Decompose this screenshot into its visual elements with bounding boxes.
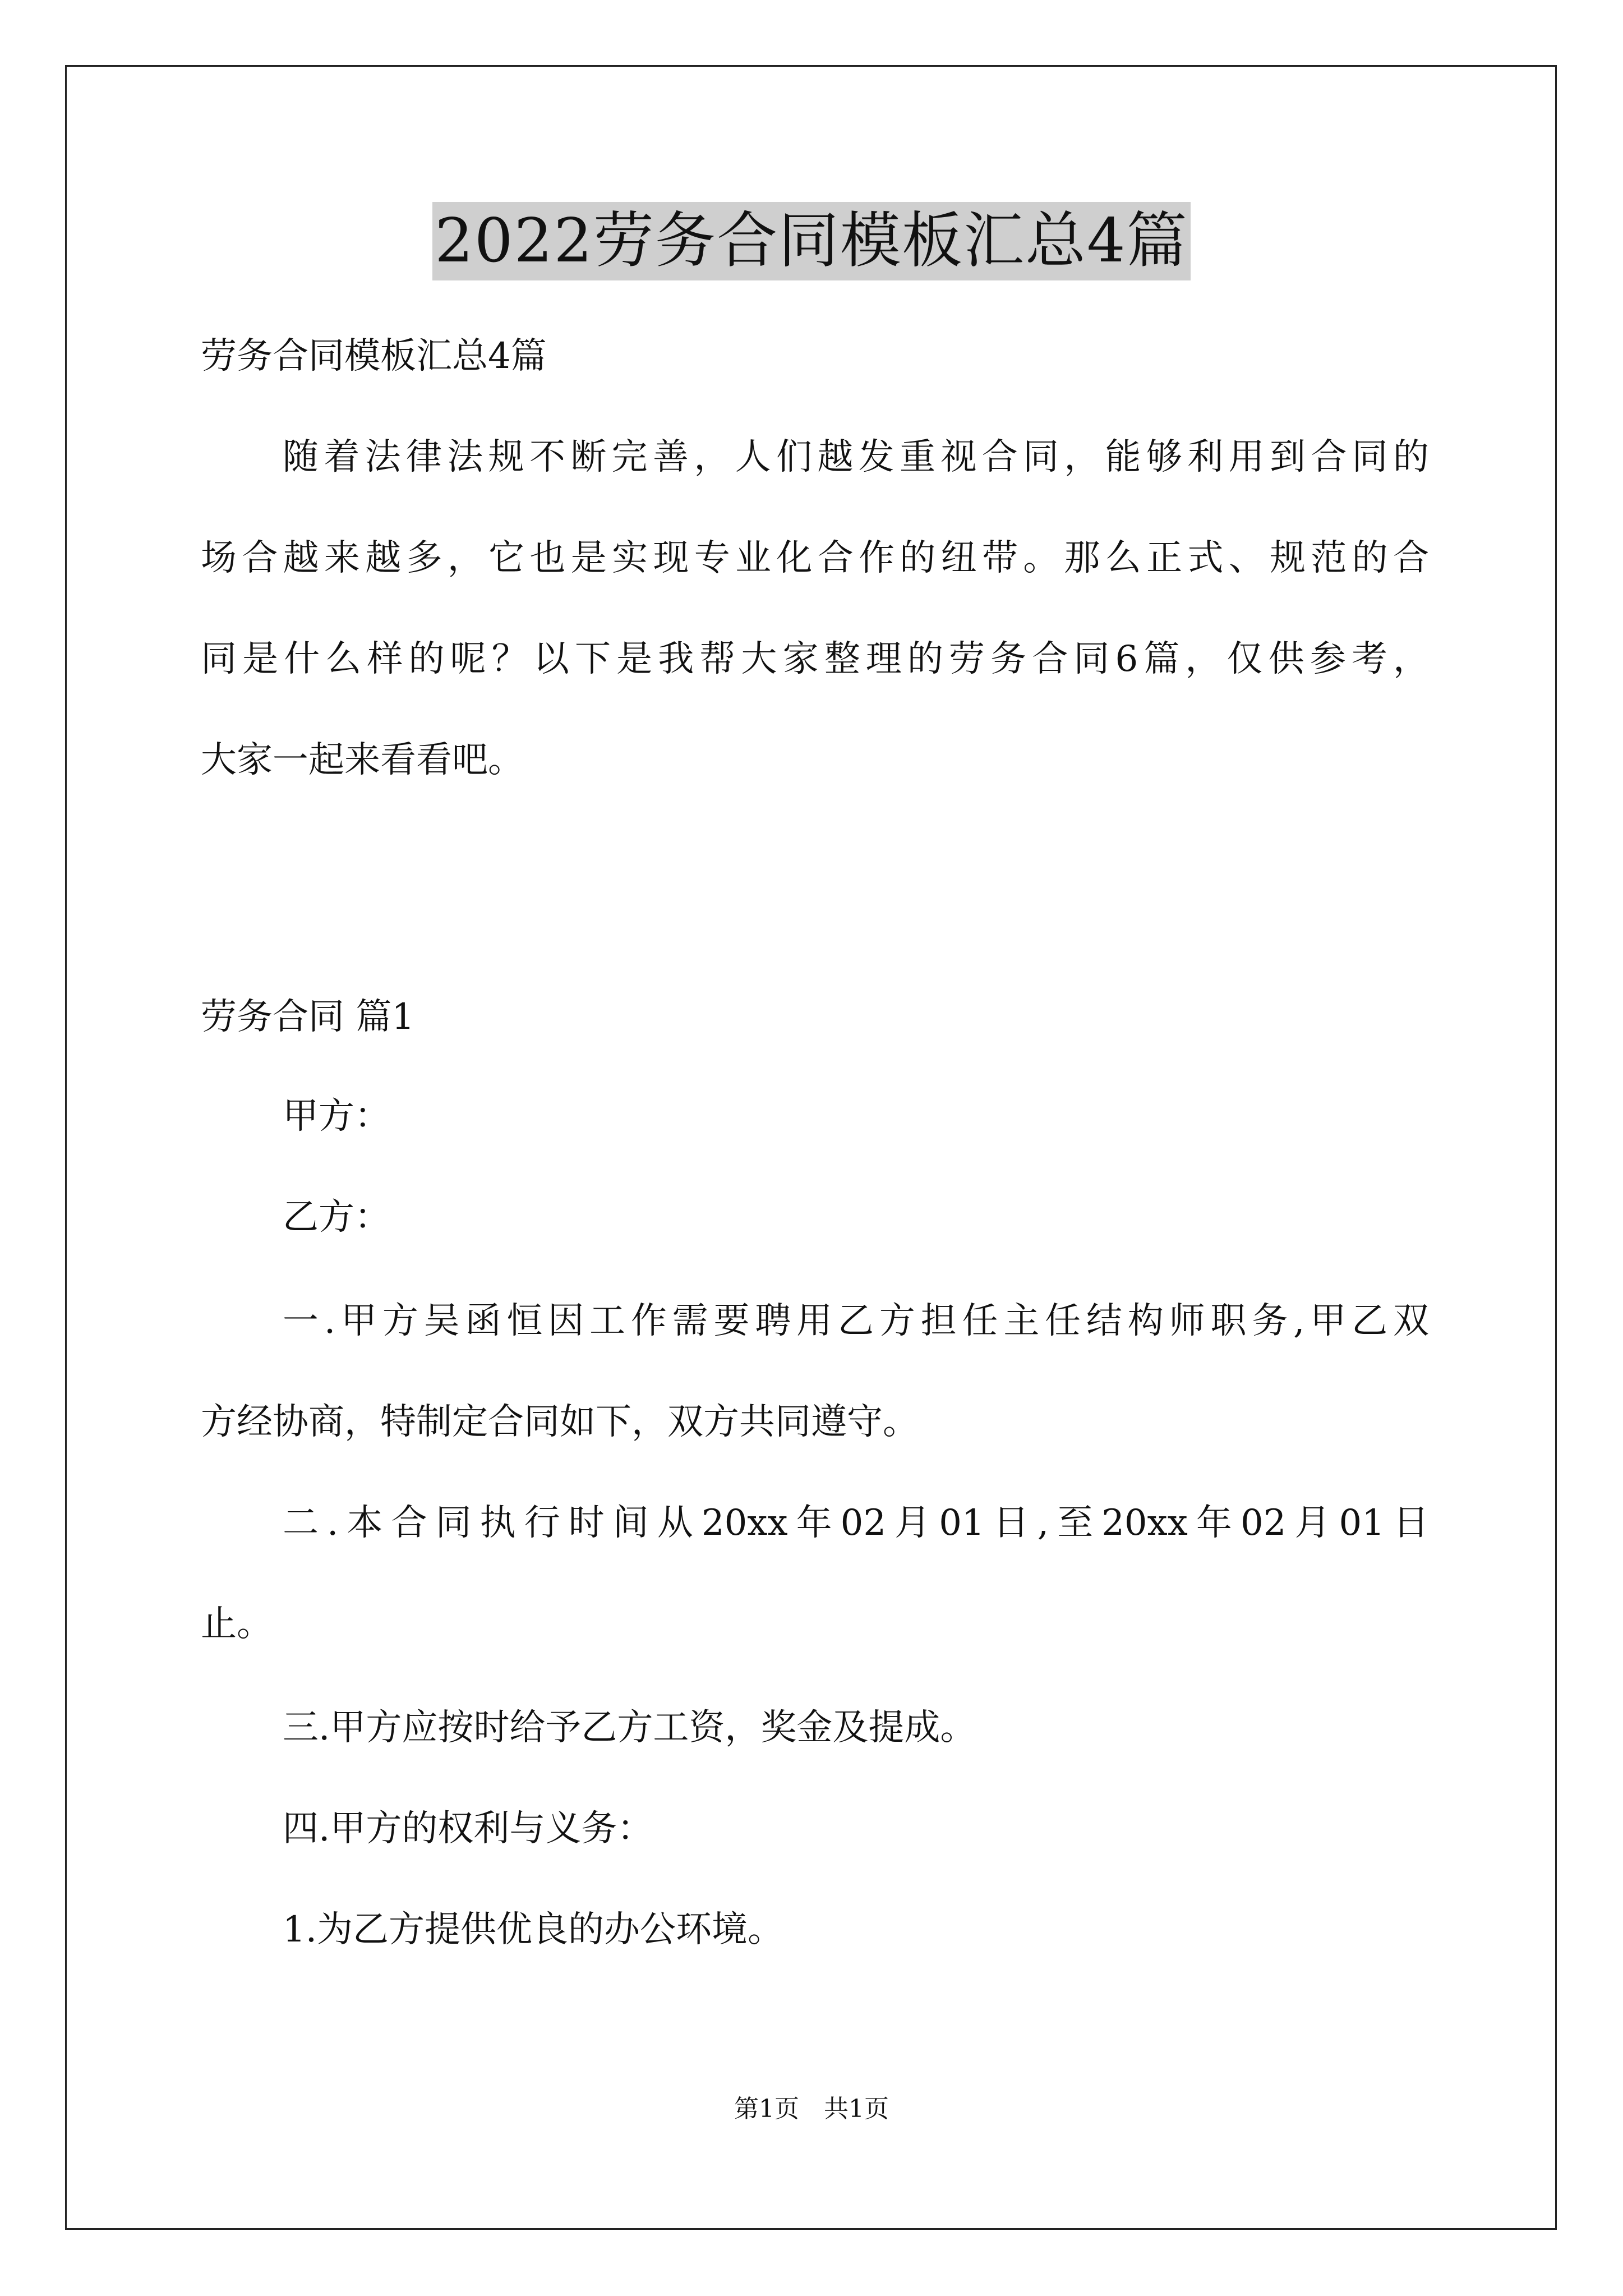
intro-line: 随着法律法规不断完善，人们越发重视合同，能够利用到合同的 <box>283 436 1429 478</box>
clause-4-item-1: 1.为乙方提供优良的办公环境。 <box>283 1909 784 1950</box>
clause-2-line: 止。 <box>201 1603 273 1645</box>
clause-3: 三.甲方应按时给予乙方工资，奖金及提成。 <box>283 1707 976 1749</box>
page-total: 共1页 <box>824 2095 889 2123</box>
intro-line: 场合越来越多，它也是实现专业化合作的纽带。那么正式、规范的合 <box>201 537 1429 579</box>
intro-line: 同是什么样的呢？以下是我帮大家整理的劳务合同6篇，仅供参考， <box>201 638 1429 680</box>
intro-line: 大家一起来看看吧。 <box>201 739 524 781</box>
page-number: 第1页 <box>734 2095 799 2123</box>
document-title-text: 2022劳务合同模板汇总4篇 <box>432 202 1191 280</box>
clause-1-line: 一.甲方吴函恒因工作需要聘用乙方担任主任结构师职务,甲乙双 <box>283 1300 1429 1342</box>
clause-2-line: 二.本合同执行时间从20xx年02月01日,至20xx年02月01日 <box>283 1502 1429 1544</box>
party-b-label: 乙方： <box>283 1197 390 1238</box>
clause-1-line: 方经协商，特制定合同如下，双方共同遵守。 <box>201 1401 919 1443</box>
document-title <box>0 202 1623 280</box>
document-subtitle: 劳务合同模板汇总4篇 <box>201 335 547 377</box>
clause-4: 四.甲方的权利与义务： <box>283 1808 653 1849</box>
party-a-label: 甲方： <box>283 1096 390 1137</box>
page-footer <box>0 2092 1623 2126</box>
section-heading: 劳务合同 篇1 <box>201 996 415 1038</box>
